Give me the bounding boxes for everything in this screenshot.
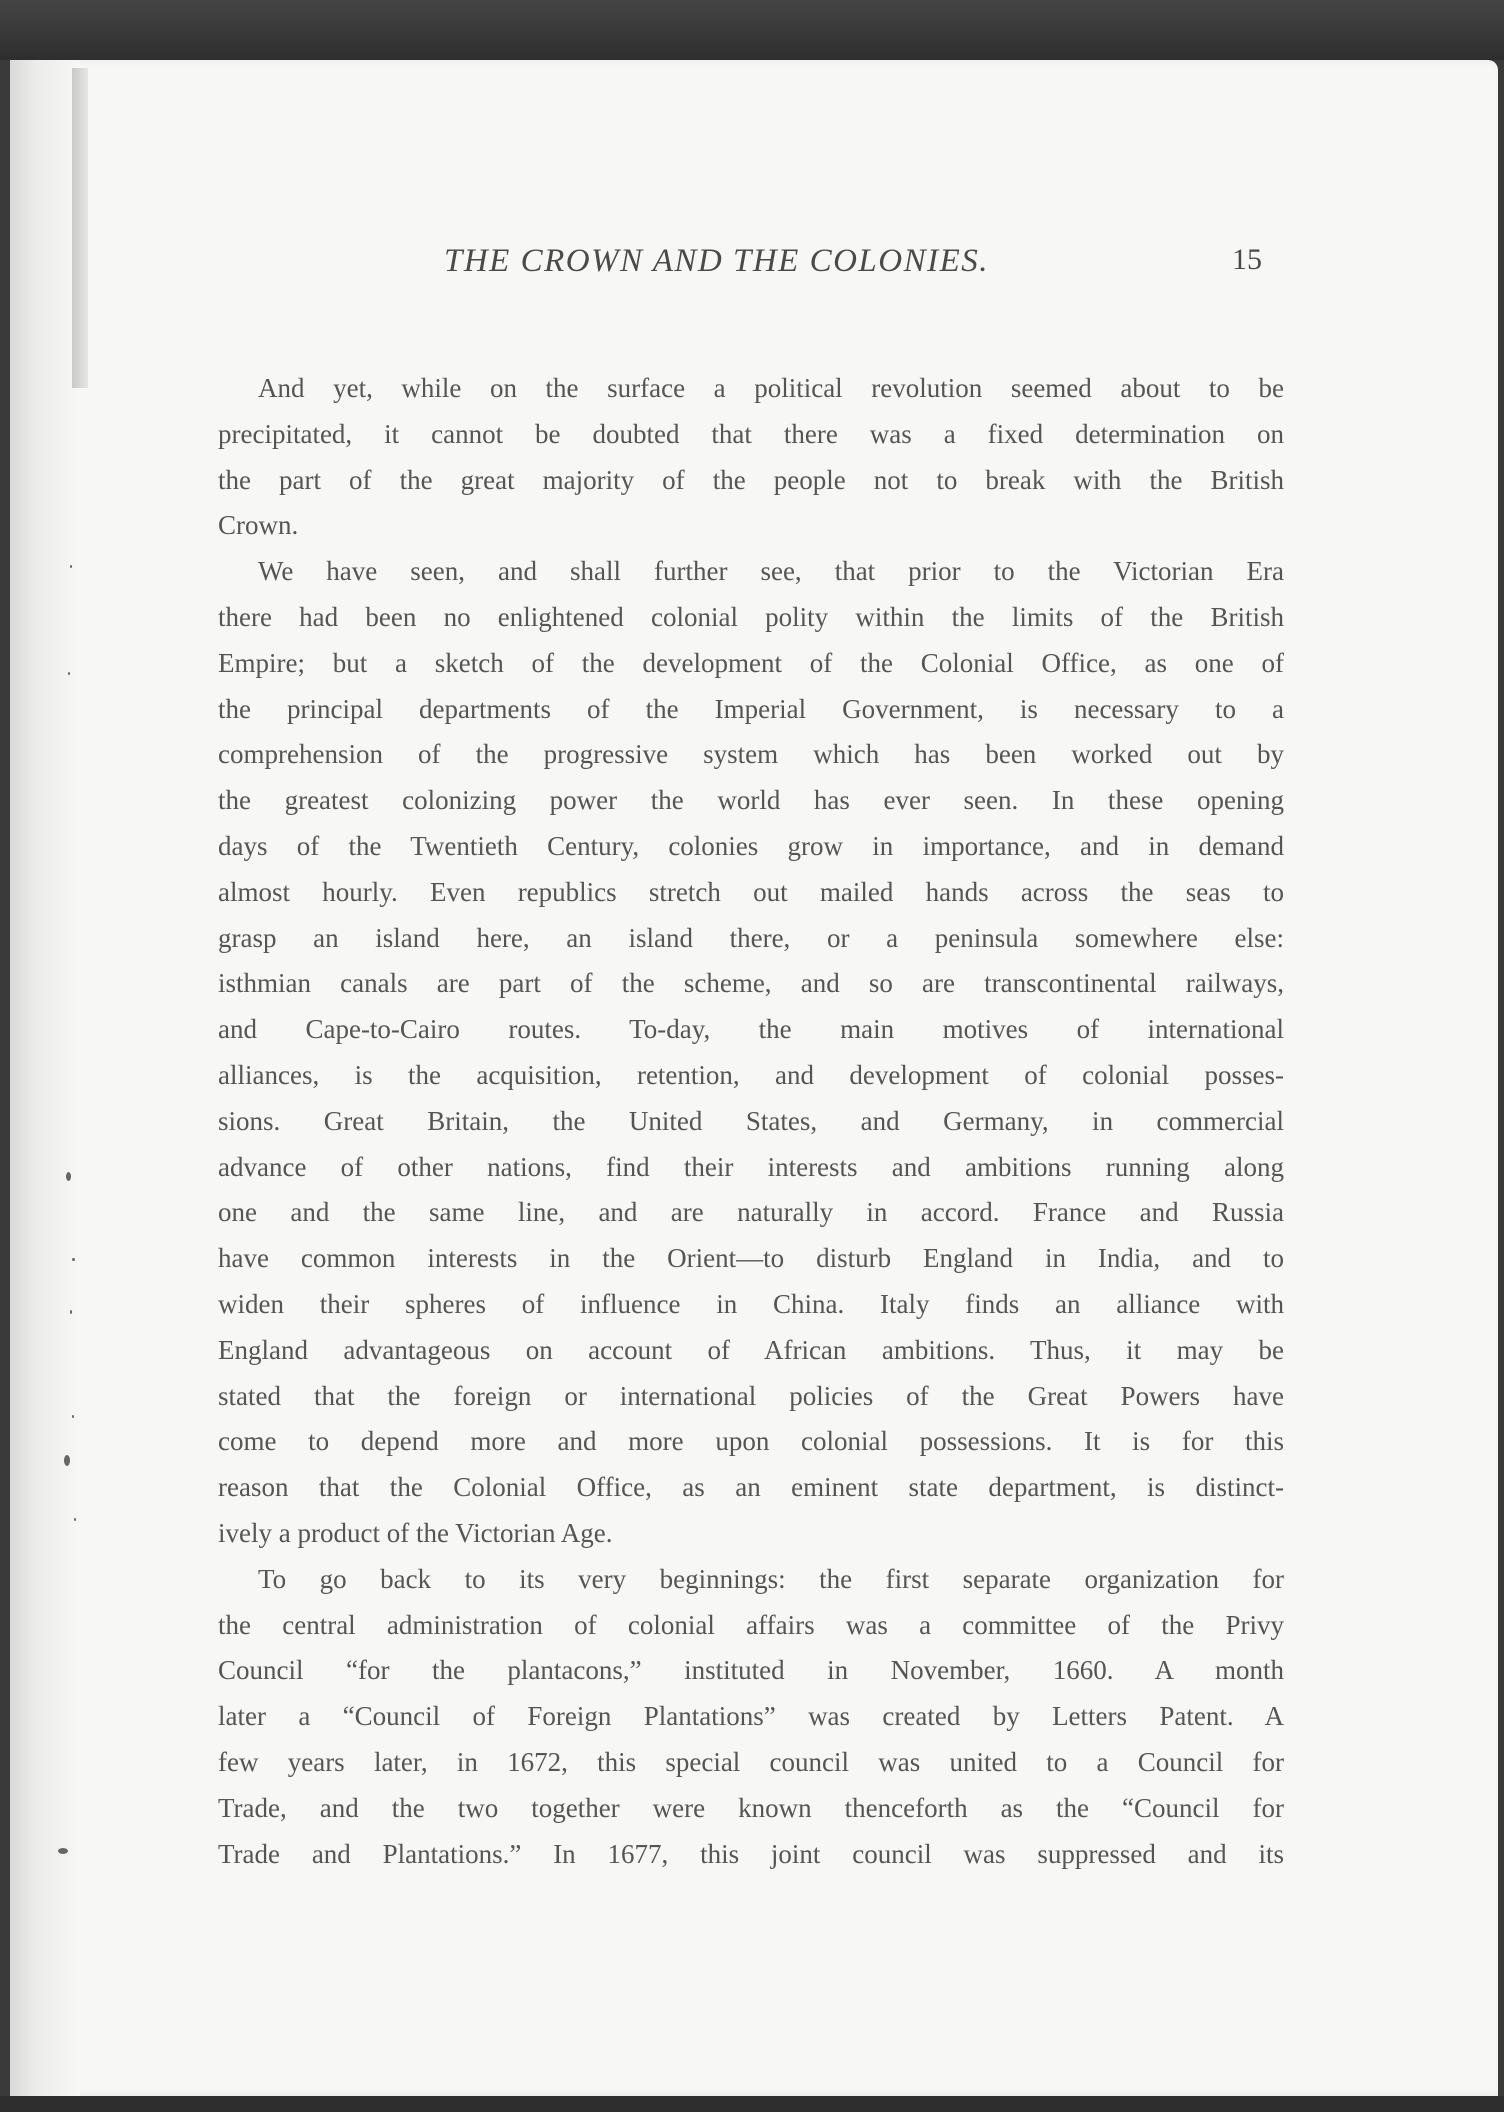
text-line: have common interests in the Orient—to disturb England in India, and to	[218, 1243, 1284, 1274]
text-line: ively a product of the Victorian Age.	[218, 1517, 613, 1548]
binding-shadow	[72, 68, 88, 388]
text-line: days of the Twentieth Century, colonies grow in importance, and in demand	[218, 830, 1284, 861]
text-line: Trade and Plantations.” In 1677, this joint council was suppressed and its	[218, 1838, 1284, 1869]
text-line: stated that the foreign or international policies of the Great Powers have	[218, 1380, 1284, 1411]
text-line: To go back to its very beginnings: the first separate organization for	[258, 1563, 1284, 1594]
text-line: one and the same line, and are naturally in accord. France and Russia	[218, 1197, 1284, 1228]
scanner-bed-bottom	[0, 2096, 1504, 2112]
body-text	[218, 366, 1284, 1877]
text-line: And yet, while on the surface a political revolution seemed about to be	[258, 373, 1284, 403]
text-line: later a “Council of Foreign Plantations” was created by Letters Patent. A	[218, 1701, 1284, 1732]
text-line: Crown.	[218, 510, 299, 541]
text-line: Trade, and the two together were known thenceforth as the “Council for	[218, 1792, 1284, 1823]
text-line: widen their spheres of influence in China. Italy finds an alliance with	[218, 1288, 1284, 1319]
text-line: reason that the Colonial Office, as an eminent state department, is distinct-	[218, 1472, 1284, 1503]
text-line: there had been no enlightened colonial polity within the limits of the British	[218, 601, 1284, 632]
text-line: advance of other nations, find their interests and ambitions running along	[218, 1151, 1284, 1182]
text-line: the central administration of colonial affairs was a committee of the Privy	[218, 1609, 1284, 1640]
text-line: grasp an island here, an island there, or a peninsula somewhere else:	[218, 922, 1284, 953]
text-line: and Cape-to-Cairo routes. To-day, the main motives of international	[218, 1014, 1284, 1045]
text-line: come to depend more and more upon colonial possessions. It is for this	[218, 1426, 1284, 1457]
text-line: few years later, in 1672, this special council was united to a Council for	[218, 1746, 1284, 1777]
text-line: almost hourly. Even republics stretch out mailed hands across the seas to	[218, 876, 1284, 907]
text-line: the part of the great majority of the people not to break with the British	[218, 464, 1284, 495]
page-gutter	[10, 60, 80, 2096]
text-line: the principal departments of the Imperial Government, is necessary to a	[218, 693, 1284, 724]
text-line: alliances, is the acquisition, retention, and development of colonial posses-	[218, 1059, 1284, 1090]
scanner-bed-top	[0, 0, 1504, 60]
text-line: Empire; but a sketch of the development of the Colonial Office, as one of	[218, 647, 1284, 678]
text-line: sions. Great Britain, the United States, and Germany, in commercial	[218, 1105, 1284, 1136]
book-page	[10, 60, 1498, 2096]
page-number: 15	[1232, 243, 1262, 276]
text-line: the greatest colonizing power the world has ever seen. In these opening	[218, 785, 1284, 816]
running-title: THE CROWN AND THE COLONIES.	[444, 243, 990, 279]
text-line: Council “for the plantacons,” instituted in November, 1660. A month	[218, 1655, 1284, 1686]
text-line: comprehension of the progressive system which has been worked out by	[218, 739, 1284, 770]
text-line: England advantageous on account of African ambitions. Thus, it may be	[218, 1334, 1284, 1365]
running-head	[10, 243, 1498, 293]
text-line: isthmian canals are part of the scheme, and so are transcontinental railways,	[218, 968, 1284, 999]
text-line: precipitated, it cannot be doubted that there was a fixed determination on	[218, 418, 1284, 449]
text-line: We have seen, and shall further see, that prior to the Victorian Era	[258, 556, 1284, 587]
